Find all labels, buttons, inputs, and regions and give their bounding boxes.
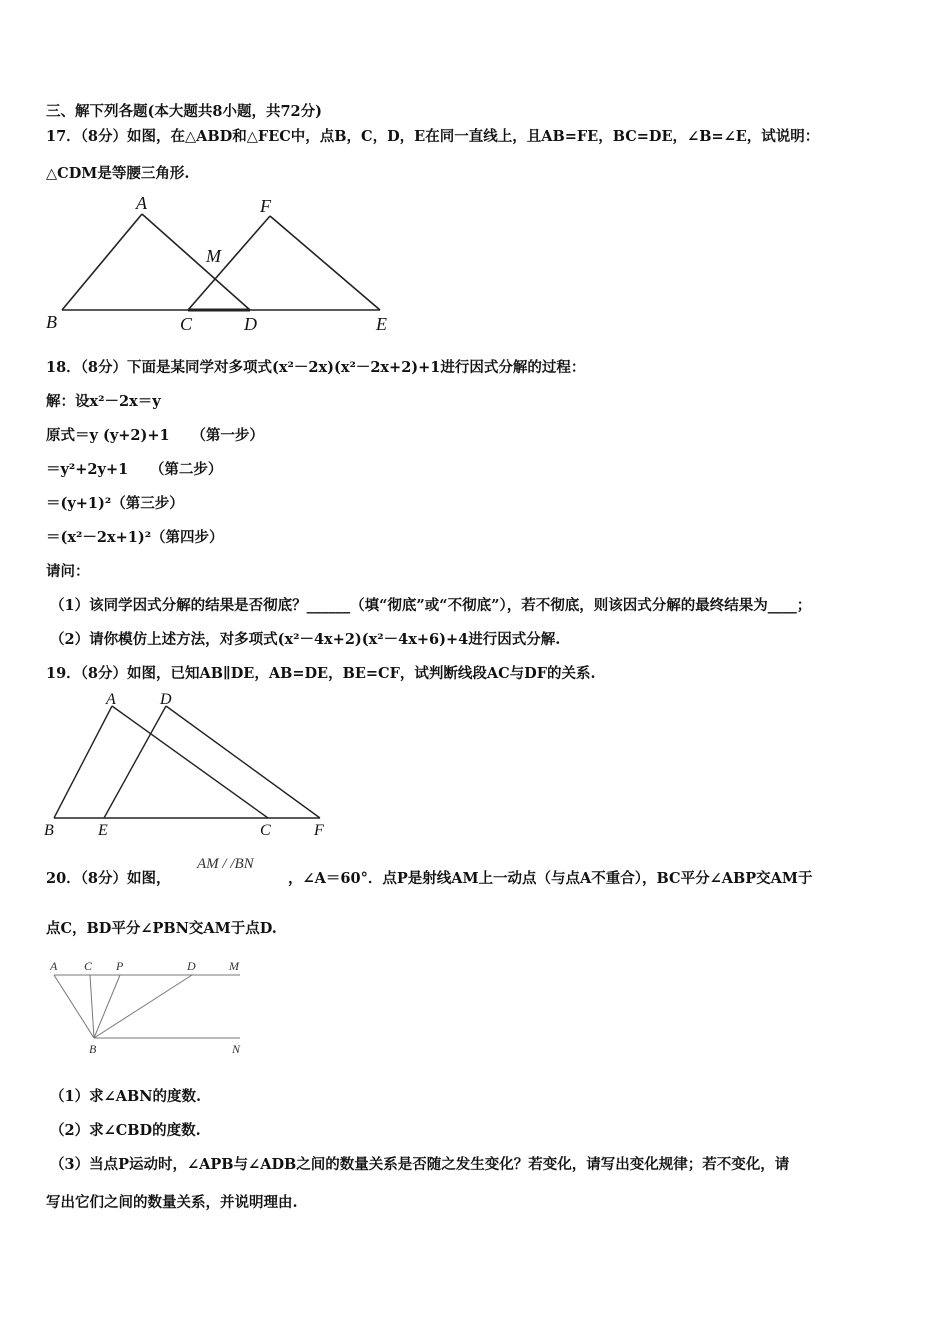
q19-label-C: C [260,822,271,839]
q18-part2: （2）请你模仿上述方法，对多项式(x²－4x+2)(x²－4x+6)+4进行因式分解. [50,631,561,648]
q20-part3: （3）当点P运动时，∠APB与∠ADB之间的数量关系是否随之发生变化？若变化，请写出变化规律；若不变化，请 [50,1156,790,1173]
q18-ask: 请问： [46,563,90,580]
q17-text-line1: 17．（8分）如图，在△ABD和△FEC中，点B，C，D，E在同一直线上，且AB=FE，BC=DE，∠B=∠E，试说明： [46,128,820,145]
section-title: 三、解下列各题(本大题共8小题，共72分) [46,103,322,120]
q19-figure [40,690,340,840]
q18-step4: ＝(x²－2x+1)²（第四步） [46,529,224,546]
q20-label-C: C [84,959,93,973]
q20-part1: （1）求∠ABN的度数. [50,1088,202,1105]
q20-label-B: B [89,1042,97,1056]
q19-label-A: A [106,691,116,708]
q20-figure [44,955,254,1060]
q20-label-A: A [50,959,58,973]
q20-label-P: P [116,959,124,973]
q20-fraction: AM / /BN [197,856,254,872]
q18-intro: 18．（8分）下面是某同学对多项式(x²－2x)(x²－2x+2)+1进行因式分解的过程： [46,359,586,376]
q20-text: ，∠A＝60°．点P是射线AM上一动点（与点A不重合），BC平分∠ABP交AM于 [288,870,813,887]
q17-label-D: D [244,314,257,334]
q17-label-A: A [136,193,147,213]
q20-text-line2: 点C，BD平分∠PBN交AM于点D. [46,920,277,937]
q20-part2: （2）求∠CBD的度数. [50,1122,201,1139]
q19-label-F: F [314,822,324,839]
q17-label-M: M [206,246,221,266]
q17-label-C: C [180,314,193,334]
q17-label-F: F [260,196,271,216]
q20-part4: 写出它们之间的数量关系，并说明理由. [46,1194,298,1211]
q20-label-D: D [187,959,196,973]
q18-step2: ＝y²+2y+1 （第二步） [46,461,223,478]
q20-label-M: M [229,959,239,973]
q20-lead: 20．（8分）如图， [46,870,171,887]
q17-label-B: B [46,312,57,332]
q18-part1: （1）该同学因式分解的结果是否彻底？______（填“彻底”或“不彻底”），若不彻底，则该因式分解的最终结果为____； [50,597,812,614]
q19-label-E: E [98,822,108,839]
q18-step3: ＝(y+1)²（第三步） [46,495,184,512]
q17-text-line2: △CDM是等腰三角形. [46,165,190,182]
q19-label-B: B [44,822,54,839]
q18-solution-setup: 解：设x²－2x＝y [46,393,161,410]
q17-label-E: E [376,314,387,334]
q19-label-D: D [160,691,172,708]
q17-figure [42,192,402,340]
q19-text: 19．（8分）如图，已知AB∥DE，AB=DE，BE=CF，试判断线段AC与DF的关系. [46,665,596,682]
q20-label-N: N [232,1042,241,1056]
q18-step1: 原式＝y (y+2)+1 （第一步） [46,427,264,444]
